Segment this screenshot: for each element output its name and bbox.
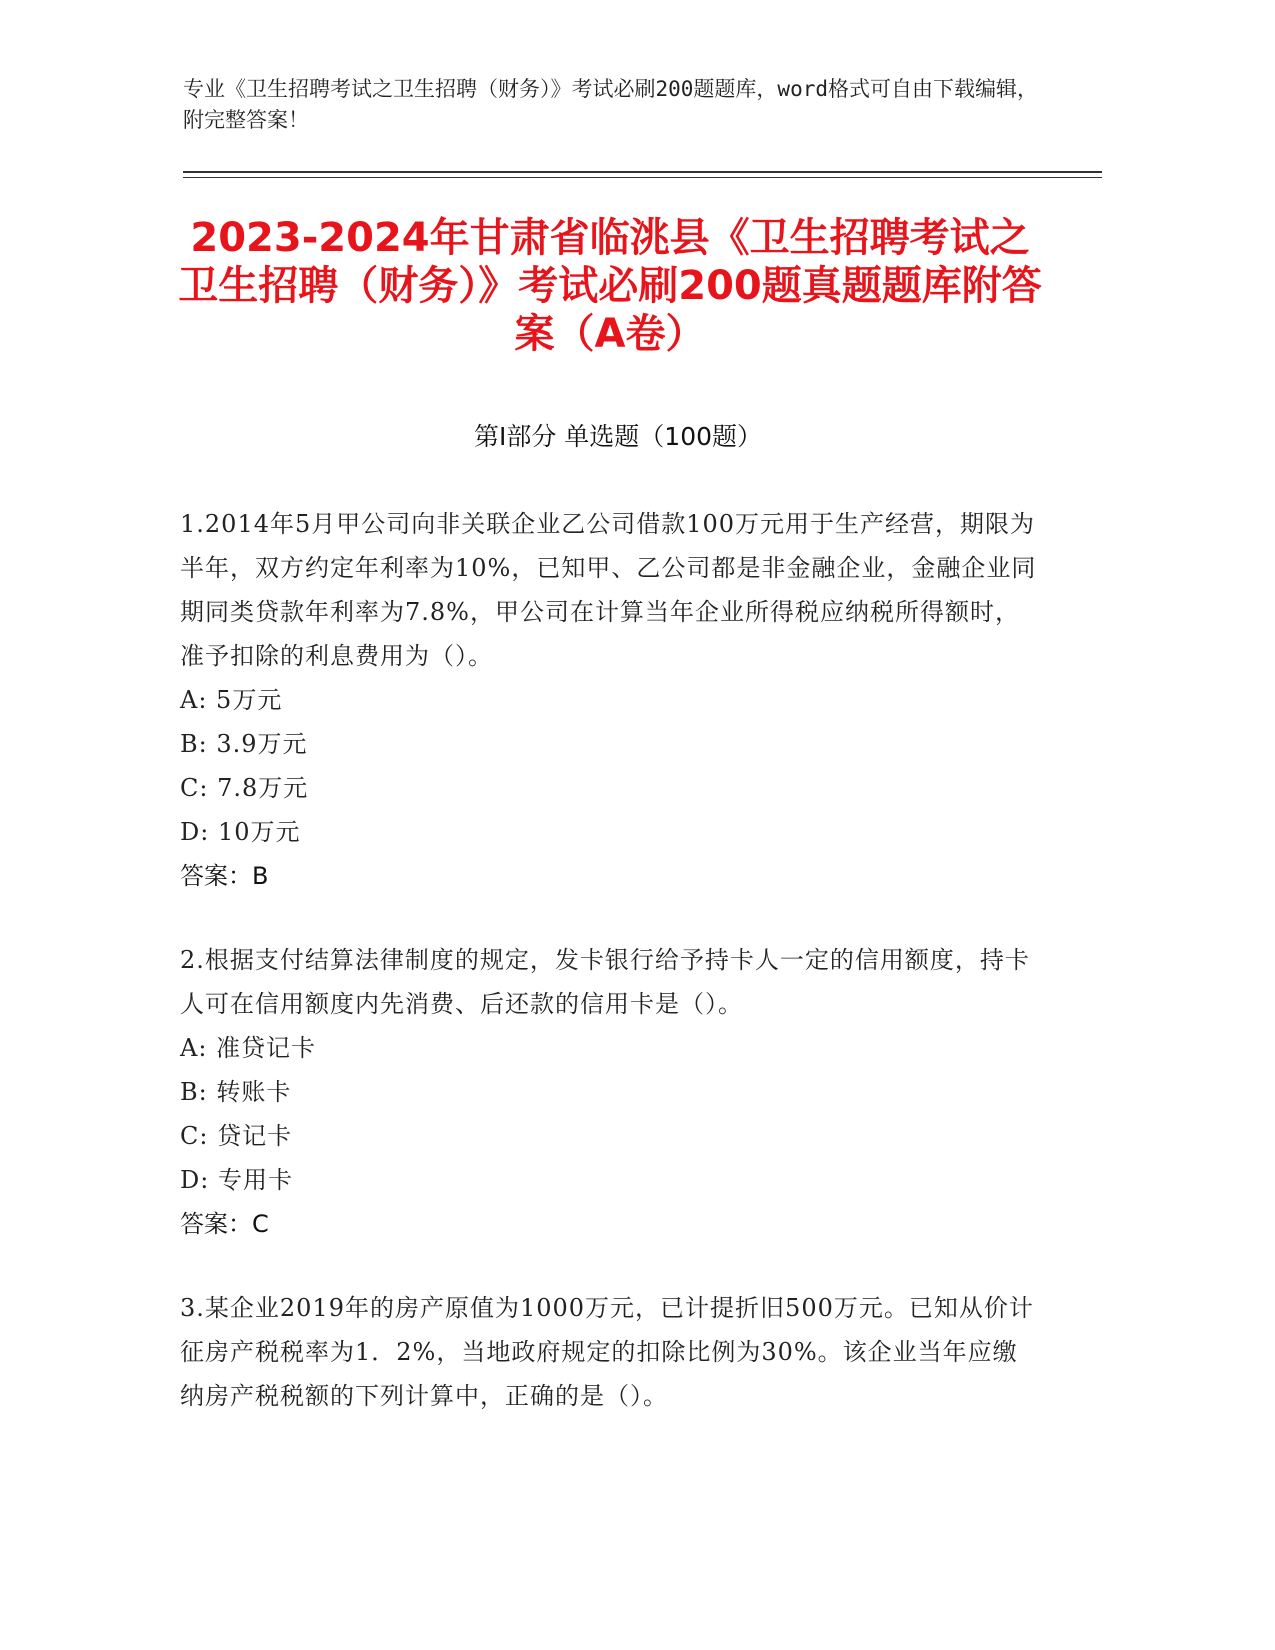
question-3: [180, 1286, 1040, 1418]
header-divider-thick: [183, 171, 1102, 173]
section-title: 第Ⅰ部分 单选题（100题）: [473, 422, 763, 451]
option-d: D: 专用卡: [180, 1166, 293, 1194]
option-a: A: 5万元: [180, 686, 283, 714]
answer-label: 答案：B: [180, 862, 269, 890]
question-1: [180, 502, 1040, 898]
answer-label: 答案：C: [180, 1210, 269, 1238]
option-b: B: 3.9万元: [180, 730, 308, 758]
question-2: [180, 938, 1040, 1246]
option-a: A: 准贷记卡: [180, 1034, 317, 1062]
question-stem: 3.某企业2019年的房产原值为1000万元，已计提折旧500万元。已知从价计征房产税税率为1．2%，当地政府规定的扣除比例为30%。该企业当年应缴纳房产税税额的下列计算中，正确的是（）。: [180, 1294, 1034, 1410]
question-stem: 2.根据支付结算法律制度的规定，发卡银行给予持卡人一定的信用额度，持卡人可在信用额度内先消费、后还款的信用卡是（）。: [180, 946, 1030, 1018]
option-c: C: 贷记卡: [180, 1122, 293, 1150]
option-b: B: 转账卡: [180, 1078, 292, 1106]
option-d: D: 10万元: [180, 818, 301, 846]
header-divider-thin: [183, 177, 1102, 178]
question-stem: 1.2014年5月甲公司向非关联企业乙公司借款100万元用于生产经营，期限为半年，双方约定年利率为10%，已知甲、乙公司都是非金融企业，金融企业同期同类贷款年利率为7.8%，甲公司在计算当年企业所得税应纳税所得额时，准予扣除的利息费用为（）。: [180, 510, 1037, 670]
header-note: 专业《卫生招聘考试之卫生招聘（财务）》考试必刷200题题库，word格式可自由下载编辑，附完整答案！: [183, 77, 1038, 132]
document-title: 2023-2024年甘肃省临洮县《卫生招聘考试之卫生招聘（财务）》考试必刷200题真题题库附答案（A卷）: [178, 215, 1042, 357]
option-c: C: 7.8万元: [180, 774, 309, 802]
